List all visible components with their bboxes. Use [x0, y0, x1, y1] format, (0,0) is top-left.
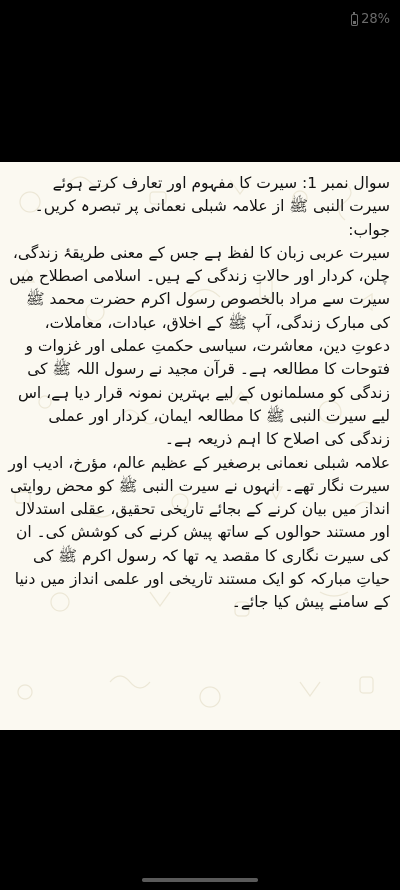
home-indicator[interactable] — [142, 878, 258, 882]
battery-icon — [351, 14, 358, 26]
message-text — [8, 172, 390, 615]
message-image[interactable] — [0, 162, 400, 730]
battery-indicator — [351, 12, 390, 27]
answer-label: جواب: — [348, 220, 390, 239]
question-text: سوال نمبر 1: سیرت کا مفہوم اور تعارف کرتے ہوئے سیرت النبی ﷺ از علامہ شبلی نعمانی پر تبصرہ کریں۔ — [34, 174, 390, 216]
answer-paragraph-2: علامہ شبلی نعمانی برصغیر کے عظیم عالم، مؤرخ، ادیب اور سیرت نگار تھے۔ انہوں نے سیرت النبی ﷺ کو محض روایتی انداز میں بیان کرنے کے بجائے تاریخی تحقیق، عقلی استدلال اور مستند حوالوں کے ساتھ پیش کرنے کی کوشش کی۔ ان کی سیرت نگاری کا مقصد یہ تھا کہ رسول اکرم ﷺ کی حیاتِ مبارکہ کو ایک مستند تاریخی اور علمی انداز میں دنیا کے سامنے پیش کیا جائے۔ — [8, 453, 390, 612]
answer-paragraph-1: سیرت عربی زبان کا لفظ ہے جس کے معنی طریقۂ زندگی، چلن، کردار اور حالاتِ زندگی کے ہیں۔ اسلامی اصطلاح میں سیرت سے مراد بالخصوص رسول اکرم حضرت محمد ﷺ کی مبارک زندگی، آپ ﷺ کے اخلاق، عبادات، معاملات، دعوتِ دین، معاشرت، سیاسی حکمتِ عملی اور غزوات و فتوحات کا مطالعہ ہے۔ قرآن مجید نے رسول اللہ ﷺ کی زندگی کو مسلمانوں کے لیے بہترین نمونہ قرار دیا ہے، اس لیے سیرت النبی ﷺ کا مطالعہ ایمان، کردار اور عملی زندگی کی اصلاح کا اہم ذریعہ ہے۔ — [9, 243, 390, 449]
battery-percent: 28% — [361, 12, 390, 27]
status-bar — [0, 0, 400, 40]
